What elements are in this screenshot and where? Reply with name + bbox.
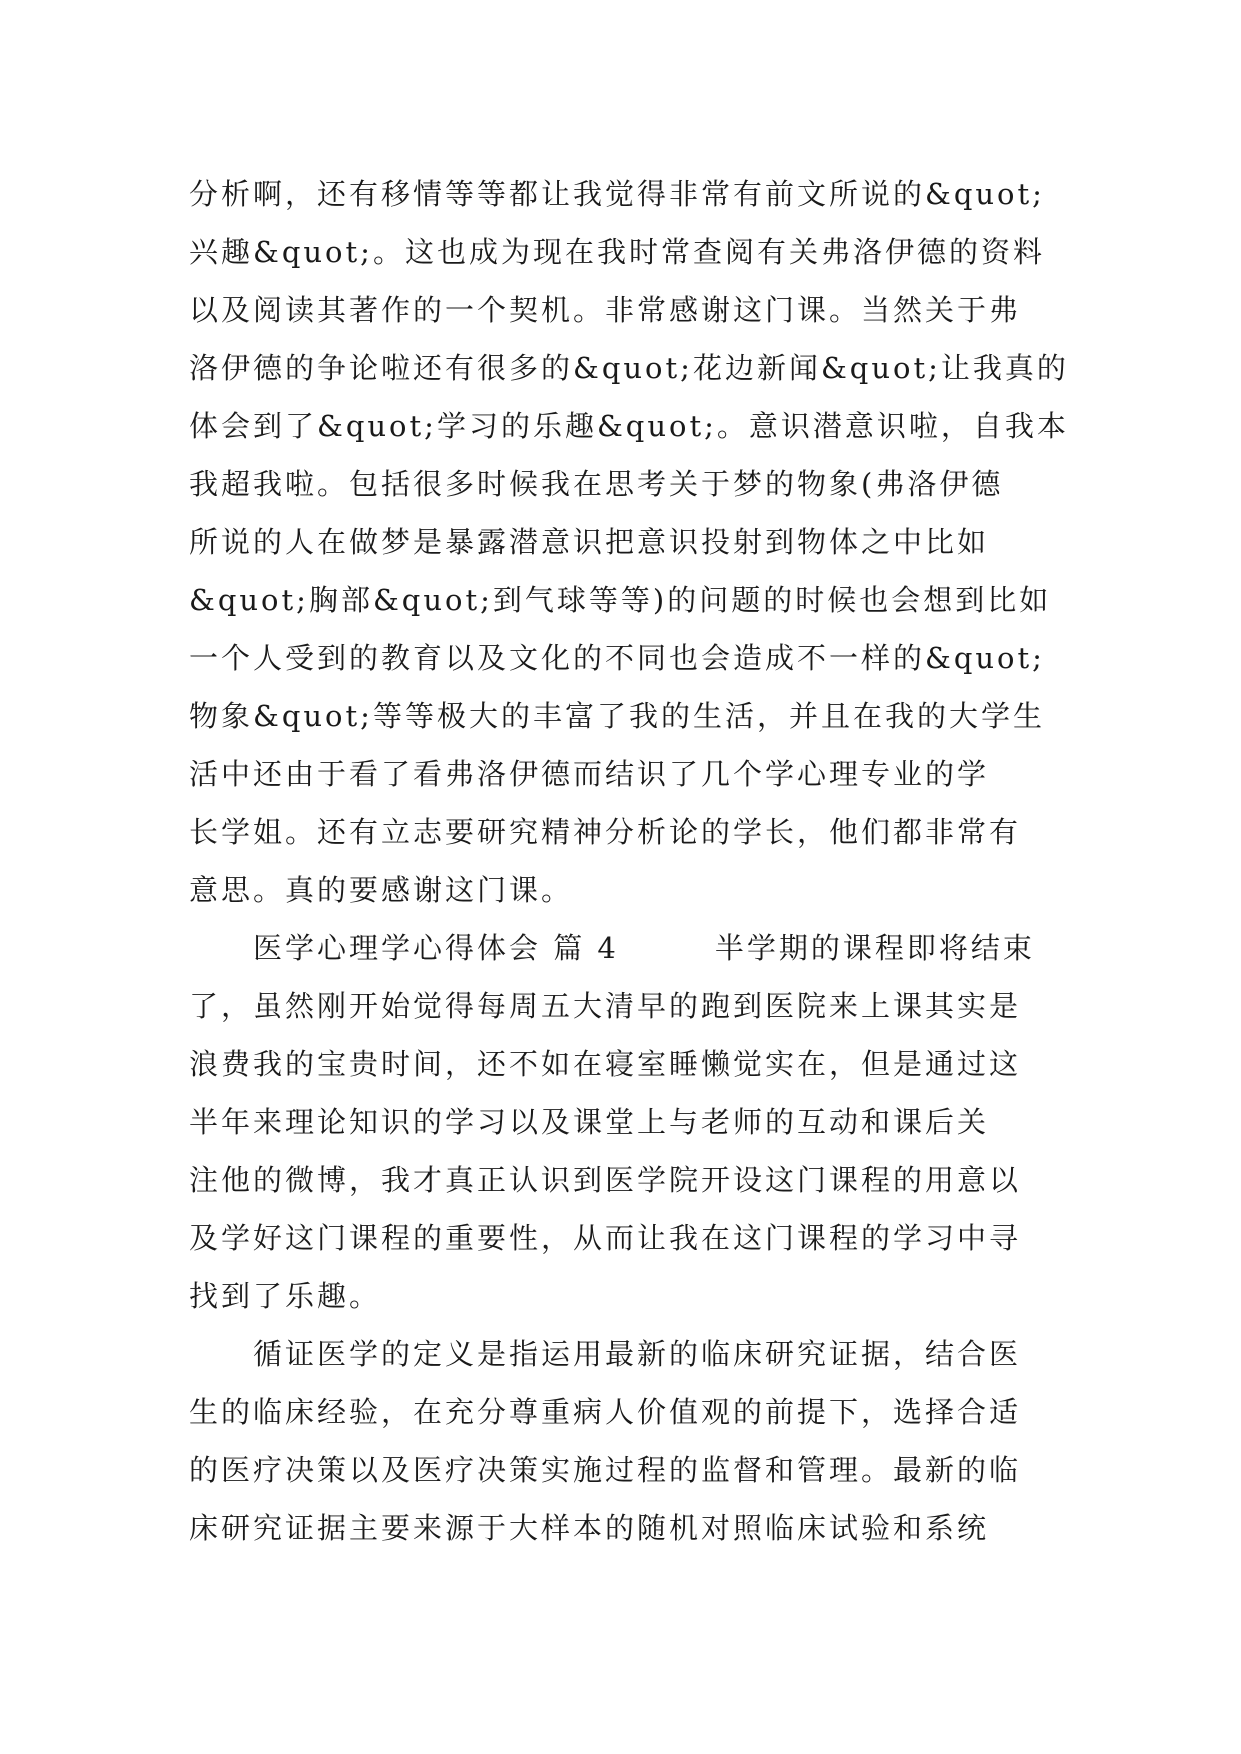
body-text	[189, 165, 1069, 1557]
text-line: 半年来理论知识的学习以及课堂上与老师的互动和课后关	[189, 1105, 990, 1139]
text-line: 的医疗决策以及医疗决策实施过程的监督和管理。最新的临	[189, 1453, 1022, 1487]
paragraph-start-line: 循证医学的定义是指运用最新的临床研究证据，结合医	[189, 1337, 1022, 1371]
text-line: 洛伊德的争论啦还有很多的&quot;花边新闻&quot;让我真的	[189, 351, 1069, 385]
text-line: 了，虽然刚开始觉得每周五大清早的跑到医院来上课其实是	[189, 989, 1022, 1023]
text-line: 所说的人在做梦是暴露潜意识把意识投射到物体之中比如	[189, 525, 990, 559]
text-line: 及学好这门课程的重要性，从而让我在这门课程的学习中寻	[189, 1221, 1022, 1255]
text-line: 我超我啦。包括很多时候我在思考关于梦的物象(弗洛伊德	[189, 467, 1004, 501]
text-line: 注他的微博，我才真正认识到医学院开设这门课程的用意以	[189, 1163, 1022, 1197]
text-line: 意思。真的要感谢这门课。	[189, 873, 574, 907]
text-line: 长学姐。还有立志要研究精神分析论的学长，他们都非常有	[189, 815, 1022, 849]
text-line: 一个人受到的教育以及文化的不同也会造成不一样的&quot;	[189, 641, 1045, 675]
text-line: &quot;胸部&quot;到气球等等)的问题的时候也会想到比如	[189, 583, 1052, 617]
text-line: 分析啊，还有移情等等都让我觉得非常有前文所说的&quot;	[189, 177, 1045, 211]
text-line: 以及阅读其著作的一个契机。非常感谢这门课。当然关于弗	[189, 293, 1022, 327]
text-line: 体会到了&quot;学习的乐趣&quot;。意识潜意识啦，自我本	[189, 409, 1069, 443]
section-heading-line: 医学心理学心得体会 篇 4 半学期的课程即将结束	[189, 931, 1035, 965]
text-line: 床研究证据主要来源于大样本的随机对照临床试验和系统	[189, 1511, 990, 1545]
text-line: 生的临床经验，在充分尊重病人价值观的前提下，选择合适	[189, 1395, 1022, 1429]
text-line: 找到了乐趣。	[189, 1279, 382, 1313]
text-line: 兴趣&quot;。这也成为现在我时常查阅有关弗洛伊德的资料	[189, 235, 1045, 269]
text-line: 活中还由于看了看弗洛伊德而结识了几个学心理专业的学	[189, 757, 990, 791]
text-line: 物象&quot;等等极大的丰富了我的生活，并且在我的大学生	[189, 699, 1045, 733]
text-line: 浪费我的宝贵时间，还不如在寝室睡懒觉实在，但是通过这	[189, 1047, 1022, 1081]
